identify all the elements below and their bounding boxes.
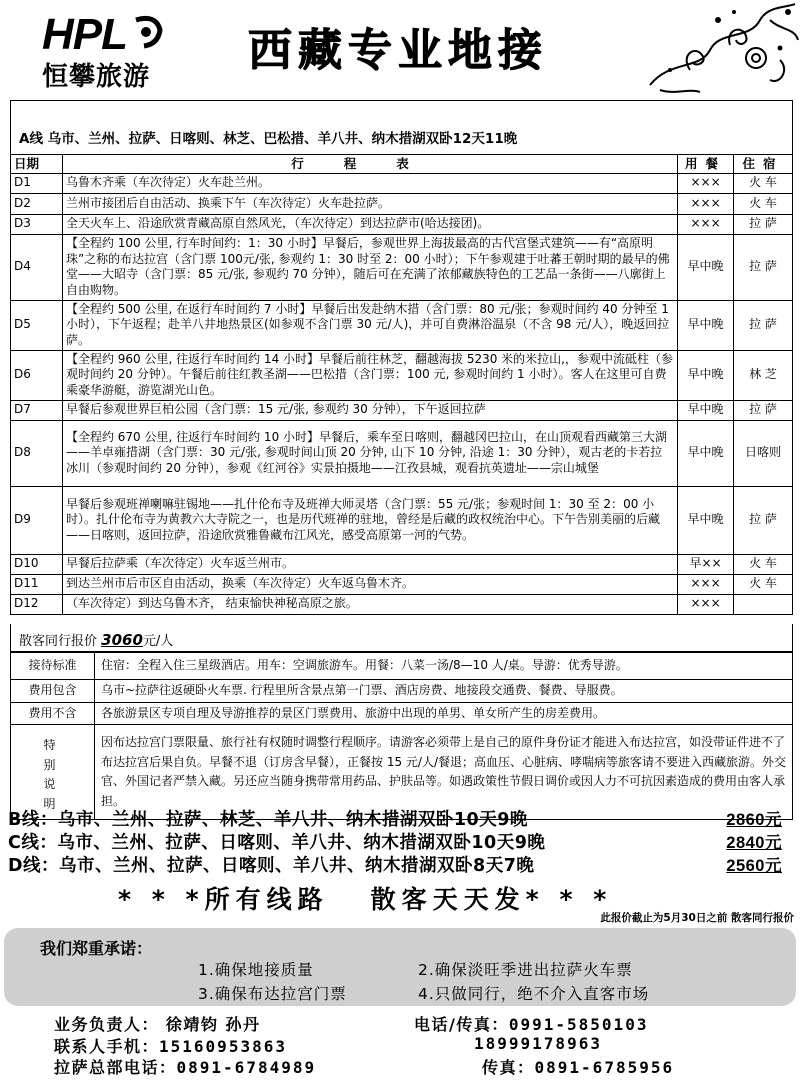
fax-number: 0891-6785956 <box>534 1058 675 1077</box>
manager <box>54 1012 261 1035</box>
meal-cell: 早中晚 <box>678 350 734 400</box>
mobile <box>54 1034 287 1057</box>
desc-cell: 早餐后参观世界巨柏公园（含门票：15 元/张, 参观约 30 分钟），下午返回拉萨 <box>62 400 677 420</box>
fax <box>482 1055 674 1078</box>
desc-cell: （车次待定）到达乌鲁木齐， 结束愉快神秘高原之旅。 <box>62 594 677 614</box>
route-a-title: A线 乌市、兰州、拉萨、日喀则、林芝、巴松措、羊八井、纳木措湖双卧12天11晚 <box>19 131 518 147</box>
route-line <box>8 852 788 875</box>
header-meal: 用餐 <box>678 155 734 174</box>
day-cell: D1 <box>11 173 63 193</box>
route-price: 2840元 <box>726 834 782 852</box>
table-row <box>11 400 793 420</box>
info-label: 费用包含 <box>11 680 95 703</box>
stay-cell: 火 车 <box>734 193 793 214</box>
price-unit: 元/人 <box>142 634 174 649</box>
meal-cell: 早中晚 <box>678 400 734 420</box>
day-cell: D10 <box>11 554 63 574</box>
desc-cell: 全天火车上、沿途欣赏青藏高原自然风光，（车次待定）到达拉萨市(哈达接团)。 <box>62 214 677 234</box>
special-label <box>17 726 88 818</box>
table-row <box>11 350 793 400</box>
stars-right: * * * <box>525 885 613 914</box>
meal-cell: 早中晚 <box>678 234 734 300</box>
meal-cell: ××× <box>678 594 734 614</box>
route-line <box>8 806 788 829</box>
stay-cell: 火 车 <box>734 574 793 594</box>
manager-names: 徐靖钧 孙丹 <box>165 1015 261 1034</box>
table-row <box>11 193 793 214</box>
stay-cell: 火 车 <box>734 554 793 574</box>
info-row <box>11 680 793 703</box>
route-line <box>8 829 788 852</box>
mobile-2 <box>474 1034 602 1053</box>
floral-ornament-icon <box>630 0 800 98</box>
info-value: 各旅游景区专项自理及导游推荐的景区门票费用、旅游中出现的单男、单女所产生的房差费用。 <box>95 702 793 725</box>
itinerary-table <box>10 154 793 615</box>
stay-cell: 拉 萨 <box>734 486 793 554</box>
company-logo <box>28 10 178 92</box>
header-desc: 行程表 <box>62 155 677 174</box>
meal-cell: 早中晚 <box>678 486 734 554</box>
table-row <box>11 554 793 574</box>
tel-number: 0991-5850103 <box>508 1015 649 1034</box>
route-price: 2560元 <box>726 857 782 875</box>
table-row <box>11 173 793 193</box>
stars-left: * * * <box>118 885 205 914</box>
table-row <box>11 420 793 486</box>
desc-cell: 到达兰州市后市区自由活动，换乘（车次待定）火车返乌鲁木齐。 <box>62 574 677 594</box>
desc-cell: 【全程约 100 公里, 行车时间约：1：30 小时】早餐后，参观世界上海拔最高的古代宫堡式建筑——有“高原明珠”之称的布达拉宫（含门票 100元/张, 参观约 1：30 时至 2：00 小时）；下午参观建于吐蕃王朝时期的最早的佛堂——大昭寺（含门票：85 元/张, 参观约 70 分钟），随后可在充满了浓郁藏族特色的工艺品一条街——八廓街上自由购物。 <box>62 234 677 300</box>
hq-label: 拉萨总部电话： <box>54 1058 177 1077</box>
tel <box>414 1012 648 1035</box>
table-header-row <box>11 155 793 174</box>
stay-cell <box>734 594 793 614</box>
logo-text: HPL <box>42 10 127 59</box>
mobile-label: 联系人手机： <box>54 1037 160 1056</box>
day-cell: D7 <box>11 400 63 420</box>
daily-left: 所有线路 <box>204 885 329 914</box>
info-value: 住宿：全程入住三星级酒店。用车：空调旅游车。用餐：八菜一汤/8—10 人/桌。导游：优秀导游。 <box>95 653 793 680</box>
stay-cell: 拉 萨 <box>734 214 793 234</box>
day-cell: D9 <box>11 486 63 554</box>
route-price: 2860元 <box>726 811 782 829</box>
day-cell: D12 <box>11 594 63 614</box>
table-row <box>11 594 793 614</box>
table-row <box>11 300 793 350</box>
info-row <box>11 702 793 725</box>
meal-cell: ××× <box>678 173 734 193</box>
page-title: 西藏专业地接 <box>248 25 548 76</box>
price-label: 散客同行报价 <box>19 634 98 649</box>
info-label: 费用不含 <box>11 702 95 725</box>
promise-item: 1.确保地接质量 <box>198 961 314 979</box>
stay-cell: 拉 萨 <box>734 234 793 300</box>
daily-departure <box>118 880 612 916</box>
route-text: D线：乌市、兰州、拉萨、日喀则、羊八井、纳木措湖双卧8天7晚 <box>8 856 535 876</box>
info-table <box>10 652 793 820</box>
info-value: 因布达拉宫门票限量、旅行社有权随时调整行程顺序。请游客必须带上是自己的原件身份证才能进入布达拉宫，如没带证件进不了布达拉宫后果自负。早餐不退（订房含早餐），正餐按 15 元/人/餐退；高血压、心脏病、哮喘病等旅客请不要进入西藏旅游。外交官、外国记者严禁入藏。另还应当随身携带常用药品、护肤品等。如遇政策性节假日调价或因人力不可抗因素造成的费用由客人承担。 <box>95 725 793 820</box>
desc-cell: 【全程约 670 公里, 往返行车时间约 10 小时】早餐后，乘车至日喀则，翻越冈巴拉山，在山顶观看西藏第三大湖——羊卓雍措湖（含门票：30 元/张, 参观时间山顶 20 分钟, 山下 10 分钟, 沿途 1：30 分钟），观古老的卡若拉冰川（参观时间约 20 分钟），参观《红河谷》实景拍摄地——江孜县城，观看抗英遗址——宗山城堡 <box>62 420 677 486</box>
special-label-1: 特别 <box>43 738 74 772</box>
meal-cell: ××× <box>678 193 734 214</box>
tel-label: 电话/传真： <box>414 1015 509 1034</box>
header-day: 日期 <box>11 155 63 174</box>
table-row <box>11 574 793 594</box>
info-label: 接待标准 <box>11 653 95 680</box>
meal-cell: 早×× <box>678 554 734 574</box>
price-row <box>10 624 793 652</box>
promise-title: 我们郑重承诺： <box>40 939 153 958</box>
hq-phone <box>54 1055 316 1078</box>
day-cell: D2 <box>11 193 63 214</box>
day-cell: D8 <box>11 420 63 486</box>
promise-item: 3.确保布达拉宫门票 <box>198 985 347 1003</box>
promise-box <box>4 928 796 1006</box>
stay-cell: 日喀则 <box>734 420 793 486</box>
stay-cell: 拉 萨 <box>734 400 793 420</box>
route-a-box <box>10 100 793 154</box>
cutoff-note: 此报价截止为5月30日之前 散客同行报价 <box>600 912 794 924</box>
info-row <box>11 653 793 680</box>
table-row <box>11 214 793 234</box>
table-row <box>11 486 793 554</box>
desc-cell: 【全程约 500 公里, 在返行车时间约 7 小时】早餐后出发赴纳木措（含门票：80 元/张；参观时间约 40 分钟至 1 小时），下午返程；赴羊八井地热景区(如参观不含门票 30 元/人)，并可自费淋浴温泉（不含 98 元/人），晚返回拉萨。 <box>62 300 677 350</box>
table-row <box>11 234 793 300</box>
desc-cell: 早餐后参观班禅喇嘛驻锡地——扎什伦布寺及班禅大师灵塔（含门票：55 元/张；参观时间 1：30 至 2：00 小时）。扎什伦布寺为黄教六大寺院之一，也是历代班禅的驻地，曾经是后藏的政权统治中心。下午告别美丽的后藏——日喀则，返回拉萨，沿途欣赏雅鲁藏布江风光，感受高原第一河的气势。 <box>62 486 677 554</box>
day-cell: D5 <box>11 300 63 350</box>
hq-number: 0891-6784989 <box>176 1058 317 1077</box>
fax-label: 传真： <box>482 1058 535 1077</box>
daily-right: 散客天天发 <box>370 885 526 914</box>
promise-item: 4.只做同行，绝不介入直客市场 <box>418 985 650 1003</box>
manager-label: 业务负责人： <box>54 1015 160 1034</box>
price-amount: 3060 <box>101 631 143 649</box>
promise-item: 2.确保淡旺季进出拉萨火车票 <box>418 961 633 979</box>
meal-cell: ××× <box>678 574 734 594</box>
stay-cell: 拉 萨 <box>734 300 793 350</box>
day-cell: D3 <box>11 214 63 234</box>
meal-cell: 早中晚 <box>678 300 734 350</box>
meal-cell: 早中晚 <box>678 420 734 486</box>
desc-cell: 【全程约 960 公里, 往返行车时间约 14 小时】早餐后前往林芝，翻越海拔 5230 米的米拉山,，参观中流砥柱（参观时间约 20 分钟）。午餐后前往红教圣湖——巴松措（含门票：100 元, 参观时间约 1 小时）。客人在这里可自费乘豪华游艇，游览湖光山色。 <box>62 350 677 400</box>
stay-cell: 林 芝 <box>734 350 793 400</box>
desc-cell: 早餐后拉萨乘（车次待定）火车返兰州市。 <box>62 554 677 574</box>
day-cell: D6 <box>11 350 63 400</box>
logo-name: 恒攀旅游 <box>42 62 151 92</box>
desc-cell: 兰州市接团后自由活动、换乘下午（车次待定）火车赴拉萨。 <box>62 193 677 214</box>
routes-list <box>8 806 788 875</box>
mobile-number-1: 15160953863 <box>159 1037 287 1056</box>
route-text: B线：乌市、兰州、拉萨、林芝、羊八井、纳木措湖双卧10天9晚 <box>8 810 528 830</box>
meal-cell: ××× <box>678 214 734 234</box>
stay-cell: 火 车 <box>734 173 793 193</box>
route-text: C线：乌市、兰州、拉萨、日喀则、羊八井、纳木措湖双卧10天9晚 <box>8 833 546 853</box>
desc-cell: 乌鲁木齐乘（车次待定）火车赴兰州。 <box>62 173 677 193</box>
day-cell: D11 <box>11 574 63 594</box>
day-cell: D4 <box>11 234 63 300</box>
header-stay: 住宿 <box>734 155 793 174</box>
header <box>0 0 800 98</box>
mobile-number-2: 18999178963 <box>474 1034 602 1053</box>
info-value: 乌市~拉萨往返硬卧火车票. 行程里所含景点第一门票、酒店房费、地接段交通费、餐费、导服费。 <box>95 680 793 703</box>
special-label-2: 说明 <box>43 777 74 811</box>
